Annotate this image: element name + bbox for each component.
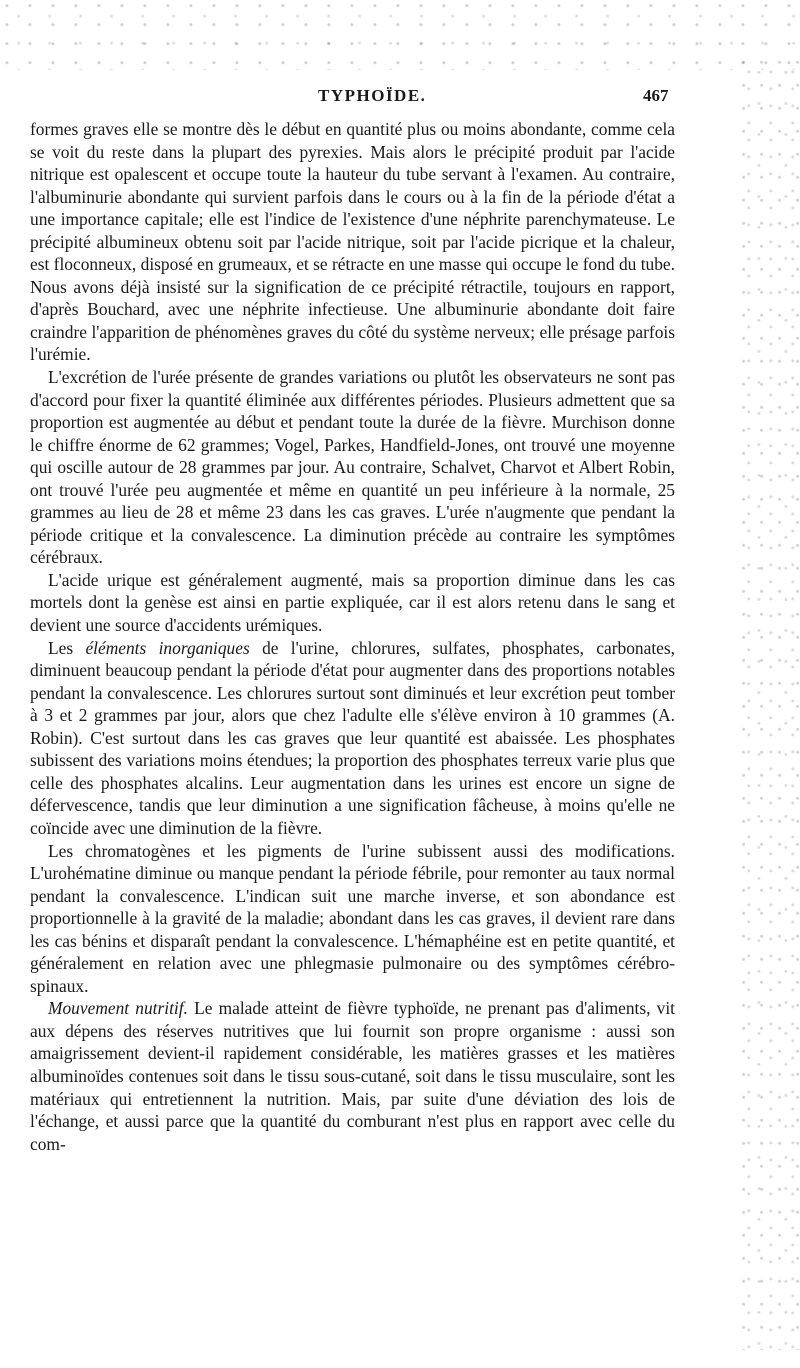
paragraph-text: Le malade atteint de fièvre typhoïde, ne prenant pas d'aliments, vit aux dépens des réserves nutritives que lui fournit son propre organisme : aussi son amaigrissement devient-il rapidement considérable, les matières grasses et les matières albuminoïdes contenues soit dans le tissu sous-cutané, soit dans le tissu musculaire, sont les matériaux qui entretiennent la nutrition. Mais, par suite d'une déviation des lois de l'échange, et aussi parce que la quantité du comburant n'est plus en rapport avec celle du com-: [30, 998, 675, 1154]
paragraph: [30, 118, 675, 366]
paragraph: [30, 569, 675, 637]
scan-noise-top: [0, 0, 800, 70]
paragraph: [30, 637, 675, 840]
paragraph-text: L'acide urique est généralement augmenté, mais sa proportion diminue dans les cas mortels dont la genèse est ainsi en partie expliquée, car il est alors retenu dans le sang et devient une source d'accidents urémiques.: [30, 569, 675, 636]
paragraph-text: L'excrétion de l'urée présente de grandes variations ou plutôt les observateurs ne sont pas d'accord pour fixer la quantité éliminée aux différentes périodes. Plusieurs admettent que sa proportion est augmentée au début et pendant toute la durée de la fièvre. Murchison donne le chiffre énorme de 62 grammes; Vogel, Parkes, Handfield-Jones, ont trouvé une moyenne qui oscille autour de 28 grammes par jour. Au contraire, Schalvet, Charvot et Albert Robin, ont trouvé l'urée peu augmentée et même en quantité un peu inférieure à la normale, 25 grammes au lieu de 28 et même 23 dans les cas graves. L'urée n'augmente que pendant la période critique et la convalescence. La diminution précède au contraire les symptômes cérébraux.: [30, 367, 675, 568]
paragraph-text: formes graves elle se montre dès le début en quantité plus ou moins abondante, comme cela se voit du reste dans la plupart des pyrexies. Mais alors le précipité produit par l'acide nitrique est opalescent et occupe toute la hauteur du tube servant à l'examen. Au contraire, l'albuminurie abondante qui survient parfois dans le cours ou à la fin de la période d'état a une importance capitale; elle est l'indice de l'existence d'une néphrite parenchymateuse. Le précipité albumineux obtenu soit par l'acide nitrique, soit par l'acide picrique et la chaleur, est floconneux, disposé en grumeaux, et se rétracte en une masse qui occupe le fond du tube. Nous avons déjà insisté sur la signification de ce précipité rétractile, toujours en rapport, d'après Bouchard, avec une néphrite infectieuse. Une albuminurie abondante doit faire craindre l'apparition de phénomènes graves du côté du système nerveux; elle présage parfois l'urémie.: [30, 119, 675, 365]
scan-noise-margin: [740, 60, 800, 1350]
running-title: TYPHOÏDE.: [318, 86, 427, 105]
paragraph-text: Les chromatogènes et les pigments de l'urine subissent aussi des modifications. L'urohématine diminue ou manque pendant la période fébrile, pour remonter au taux normal pendant la convalescence. L'indican suit une marche inverse, et son abondance est proportionnelle à la gravité de la maladie; abondant dans les cas graves, il devient rare dans les cas bénins et disparaît pendant la convalescence. L'hémaphéine est en petite quantité, et généralement en relation avec une phlegmasie pulmonaire ou des symptômes cérébro-spinaux.: [30, 840, 675, 996]
body-text: [30, 118, 675, 1155]
italic-term: éléments inorganiques: [85, 637, 250, 658]
section-heading-inline: Mouvement nutritif.: [48, 998, 188, 1019]
page-number: 467: [643, 86, 669, 105]
paragraph: [30, 997, 675, 1155]
paragraph: [30, 840, 675, 998]
page-header: [0, 86, 800, 112]
paragraph-text: Les: [48, 637, 86, 658]
paragraph-text: de l'urine, chlorures, sulfates, phosphates, carbonates, diminuent beaucoup pendant la période d'état pour augmenter dans des proportions notables pendant la convalescence. Les chlorures surtout sont diminués et leur excrétion peut tomber à 3 et 2 grammes par jour, alors que chez l'adulte elle s'élève environ à 10 grammes (A. Robin). C'est surtout dans les cas graves que leur quantité est abaissée. Les phosphates subissent des variations moins étendues; la proportion des phosphates terreux varie plus que celle des phosphates alcalins. Leur augmentation dans les urines est encore un signe de défervescence, tandis que leur diminution a une signification fâcheuse, à moins qu'elle ne coïncide avec une diminution de la fièvre.: [30, 637, 675, 838]
paragraph: [30, 366, 675, 569]
